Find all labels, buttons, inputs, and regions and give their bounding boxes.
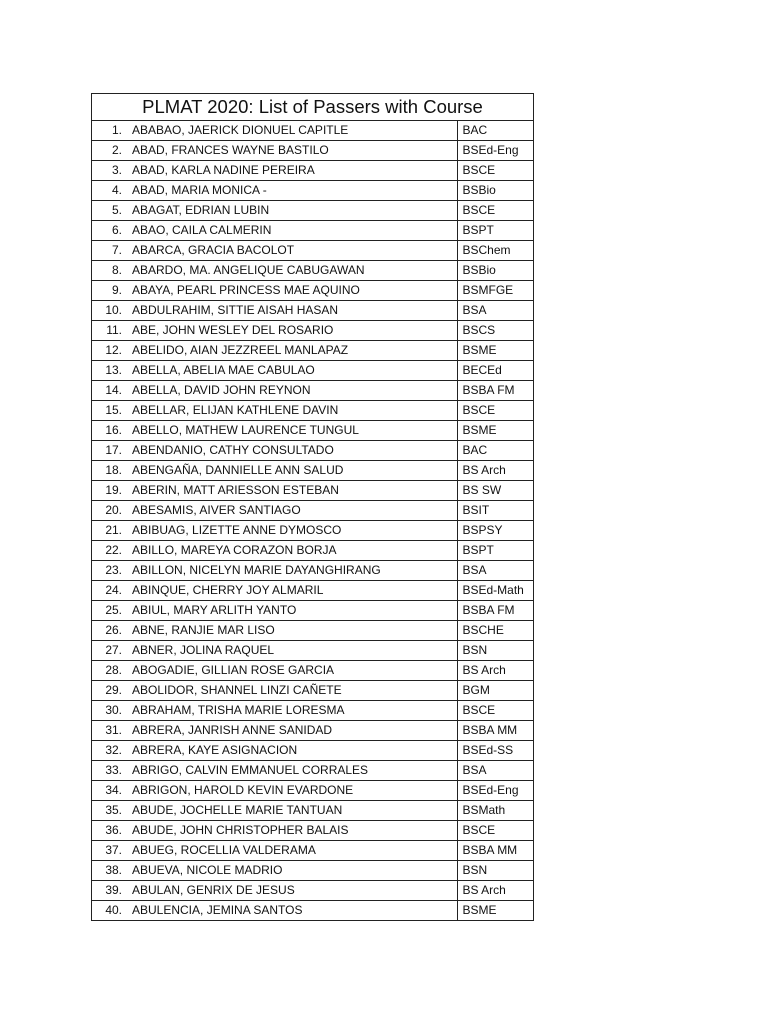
passer-name: ABILLO, MAREYA CORAZON BORJA	[132, 541, 457, 561]
table-row	[92, 181, 533, 201]
row-number: 2.	[92, 141, 132, 161]
passer-course: BAC	[457, 441, 533, 461]
row-number: 22.	[92, 541, 132, 561]
row-number: 23.	[92, 561, 132, 581]
row-number: 9.	[92, 281, 132, 301]
row-number: 12.	[92, 341, 132, 361]
table-row	[92, 421, 533, 441]
row-number: 6.	[92, 221, 132, 241]
table-row	[92, 821, 533, 841]
row-number: 39.	[92, 881, 132, 901]
row-number: 33.	[92, 761, 132, 781]
passer-course: BSCE	[457, 821, 533, 841]
row-number: 17.	[92, 441, 132, 461]
table-row	[92, 381, 533, 401]
passer-course: BSEd-Eng	[457, 141, 533, 161]
passer-course: BSCE	[457, 201, 533, 221]
table-row	[92, 761, 533, 781]
table-row	[92, 801, 533, 821]
table-row	[92, 461, 533, 481]
passer-name: ABIUL, MARY ARLITH YANTO	[132, 601, 457, 621]
passer-course: BSCE	[457, 161, 533, 181]
passer-name: ABRERA, KAYE ASIGNACION	[132, 741, 457, 761]
table-row	[92, 281, 533, 301]
table-row	[92, 681, 533, 701]
row-number: 14.	[92, 381, 132, 401]
table-row	[92, 521, 533, 541]
row-number: 28.	[92, 661, 132, 681]
passer-name: ABRERA, JANRISH ANNE SANIDAD	[132, 721, 457, 741]
table-row	[92, 261, 533, 281]
row-number: 4.	[92, 181, 132, 201]
passer-name: ABE, JOHN WESLEY DEL ROSARIO	[132, 321, 457, 341]
table-row	[92, 441, 533, 461]
table-row	[92, 321, 533, 341]
table-row	[92, 241, 533, 261]
passer-name: ABRIGO, CALVIN EMMANUEL CORRALES	[132, 761, 457, 781]
passer-course: BECEd	[457, 361, 533, 381]
table-row	[92, 661, 533, 681]
table-row	[92, 861, 533, 881]
table-row	[92, 341, 533, 361]
table-row	[92, 201, 533, 221]
passer-name: ABNER, JOLINA RAQUEL	[132, 641, 457, 661]
row-number: 5.	[92, 201, 132, 221]
passer-course: BSMath	[457, 801, 533, 821]
passer-name: ABILLON, NICELYN MARIE DAYANGHIRANG	[132, 561, 457, 581]
passer-course: BSA	[457, 561, 533, 581]
table-row	[92, 641, 533, 661]
table-row	[92, 121, 533, 141]
passers-rows	[92, 121, 533, 920]
table-row	[92, 501, 533, 521]
passer-course: BSBio	[457, 261, 533, 281]
row-number: 10.	[92, 301, 132, 321]
passer-name: ABARCA, GRACIA BACOLOT	[132, 241, 457, 261]
table-row	[92, 881, 533, 901]
passer-name: ABELLO, MATHEW LAURENCE TUNGUL	[132, 421, 457, 441]
passers-list	[92, 121, 533, 920]
row-number: 21.	[92, 521, 132, 541]
passer-name: ABESAMIS, AIVER SANTIAGO	[132, 501, 457, 521]
passer-name: ABUEVA, NICOLE MADRIO	[132, 861, 457, 881]
passer-name: ABAYA, PEARL PRINCESS MAE AQUINO	[132, 281, 457, 301]
passer-name: ABELLAR, ELIJAN KATHLENE DAVIN	[132, 401, 457, 421]
table-row	[92, 401, 533, 421]
row-number: 15.	[92, 401, 132, 421]
row-number: 18.	[92, 461, 132, 481]
row-number: 7.	[92, 241, 132, 261]
row-number: 29.	[92, 681, 132, 701]
passer-course: BSN	[457, 861, 533, 881]
passer-course: BSBio	[457, 181, 533, 201]
passer-course: BSA	[457, 301, 533, 321]
passer-name: ABAGAT, EDRIAN LUBIN	[132, 201, 457, 221]
row-number: 16.	[92, 421, 132, 441]
passer-name: ABENGAÑA, DANNIELLE ANN SALUD	[132, 461, 457, 481]
passer-name: ABRIGON, HAROLD KEVIN EVARDONE	[132, 781, 457, 801]
passer-course: BSPT	[457, 541, 533, 561]
passer-name: ABIBUAG, LIZETTE ANNE DYMOSCO	[132, 521, 457, 541]
passer-name: ABULENCIA, JEMINA SANTOS	[132, 903, 303, 917]
passer-course: BSEd-Eng	[457, 781, 533, 801]
passer-name: ABOLIDOR, SHANNEL LINZI CAÑETE	[132, 681, 457, 701]
row-number: 32.	[92, 741, 132, 761]
passer-name: ABNE, RANJIE MAR LISO	[132, 621, 457, 641]
passer-course: BSA	[457, 761, 533, 781]
row-number: 1.	[92, 121, 132, 141]
passer-course: BSCE	[457, 401, 533, 421]
row-number: 19.	[92, 481, 132, 501]
row-number: 3.	[92, 161, 132, 181]
passer-course: BSME	[457, 901, 533, 921]
passer-course: BGM	[457, 681, 533, 701]
passer-name: ABUEG, ROCELLIA VALDERAMA	[132, 841, 457, 861]
passer-course: BSBA MM	[457, 841, 533, 861]
table-row	[92, 901, 533, 921]
row-number: 8.	[92, 261, 132, 281]
passer-course: BSChem	[457, 241, 533, 261]
table-row	[92, 701, 533, 721]
table-row	[92, 161, 533, 181]
passer-name: ABELIDO, AIAN JEZZREEL MANLAPAZ	[132, 341, 457, 361]
passer-name: ABELLA, DAVID JOHN REYNON	[132, 381, 457, 401]
passer-course: BSME	[457, 421, 533, 441]
table-row	[92, 741, 533, 761]
passer-course: BSMFGE	[457, 281, 533, 301]
row-number: 30.	[92, 701, 132, 721]
passer-name: ABARDO, MA. ANGELIQUE CABUGAWAN	[132, 261, 457, 281]
row-number: 13.	[92, 361, 132, 381]
passer-name: ABELLA, ABELIA MAE CABULAO	[132, 361, 457, 381]
row-number: 37.	[92, 841, 132, 861]
table-row	[92, 561, 533, 581]
passer-course: BSBA FM	[457, 381, 533, 401]
row-number: 25.	[92, 601, 132, 621]
table-row	[92, 581, 533, 601]
passer-course: BSPT	[457, 221, 533, 241]
row-number: 11.	[92, 321, 132, 341]
table-row	[92, 841, 533, 861]
passer-name: ABOGADIE, GILLIAN ROSE GARCIA	[132, 661, 457, 681]
passer-name: ABAD, KARLA NADINE PEREIRA	[132, 161, 457, 181]
table-row	[92, 621, 533, 641]
table-row	[92, 541, 533, 561]
row-number: 26.	[92, 621, 132, 641]
passer-name: ABDULRAHIM, SITTIE AISAH HASAN	[132, 301, 457, 321]
passer-course: BSME	[457, 341, 533, 361]
passer-course: BSCHE	[457, 621, 533, 641]
row-number: 34.	[92, 781, 132, 801]
table-row	[92, 301, 533, 321]
passer-course: BS Arch	[457, 661, 533, 681]
passer-name: ABUDE, JOCHELLE MARIE TANTUAN	[132, 801, 457, 821]
passer-name: ABAD, FRANCES WAYNE BASTILO	[132, 141, 457, 161]
passer-course: BSN	[457, 641, 533, 661]
row-number: 36.	[92, 821, 132, 841]
row-number: 24.	[92, 581, 132, 601]
passer-name: ABRAHAM, TRISHA MARIE LORESMA	[132, 701, 457, 721]
row-number: 38.	[92, 861, 132, 881]
row-number: 27.	[92, 641, 132, 661]
passer-name: ABAO, CAILA CALMERIN	[132, 221, 457, 241]
passer-course: BSEd-SS	[457, 741, 533, 761]
row-number: 31.	[92, 721, 132, 741]
passer-course: BAC	[457, 121, 533, 141]
passer-course: BS Arch	[457, 461, 533, 481]
row-number: 20.	[92, 501, 132, 521]
table-row	[92, 601, 533, 621]
passer-name: ABERIN, MATT ARIESSON ESTEBAN	[132, 481, 457, 501]
row-number: 40.	[105, 903, 122, 917]
passer-course: BSBA FM	[457, 601, 533, 621]
passer-name: ABULAN, GENRIX DE JESUS	[132, 881, 457, 901]
table-row	[92, 221, 533, 241]
table-row	[92, 141, 533, 161]
table-row	[92, 781, 533, 801]
passer-name: ABABAO, JAERICK DIONUEL CAPITLE	[132, 121, 457, 141]
passer-course: BSCE	[457, 701, 533, 721]
table-row	[92, 721, 533, 741]
passer-name: ABENDANIO, CATHY CONSULTADO	[132, 441, 457, 461]
passer-course: BSPSY	[457, 521, 533, 541]
passer-course: BSCS	[457, 321, 533, 341]
passer-name: ABAD, MARIA MONICA -	[132, 181, 457, 201]
passer-course: BSIT	[457, 501, 533, 521]
passers-table	[91, 93, 534, 921]
passer-name: ABINQUE, CHERRY JOY ALMARIL	[132, 581, 457, 601]
passer-course: BSBA MM	[457, 721, 533, 741]
passer-course: BS Arch	[457, 881, 533, 901]
passer-course: BSEd-Math	[457, 581, 533, 601]
document-title: PLMAT 2020: List of Passers with Course	[92, 94, 533, 121]
table-row	[92, 481, 533, 501]
passer-name: ABUDE, JOHN CHRISTOPHER BALAIS	[132, 821, 457, 841]
row-number: 35.	[92, 801, 132, 821]
passer-course: BS SW	[457, 481, 533, 501]
table-row	[92, 361, 533, 381]
